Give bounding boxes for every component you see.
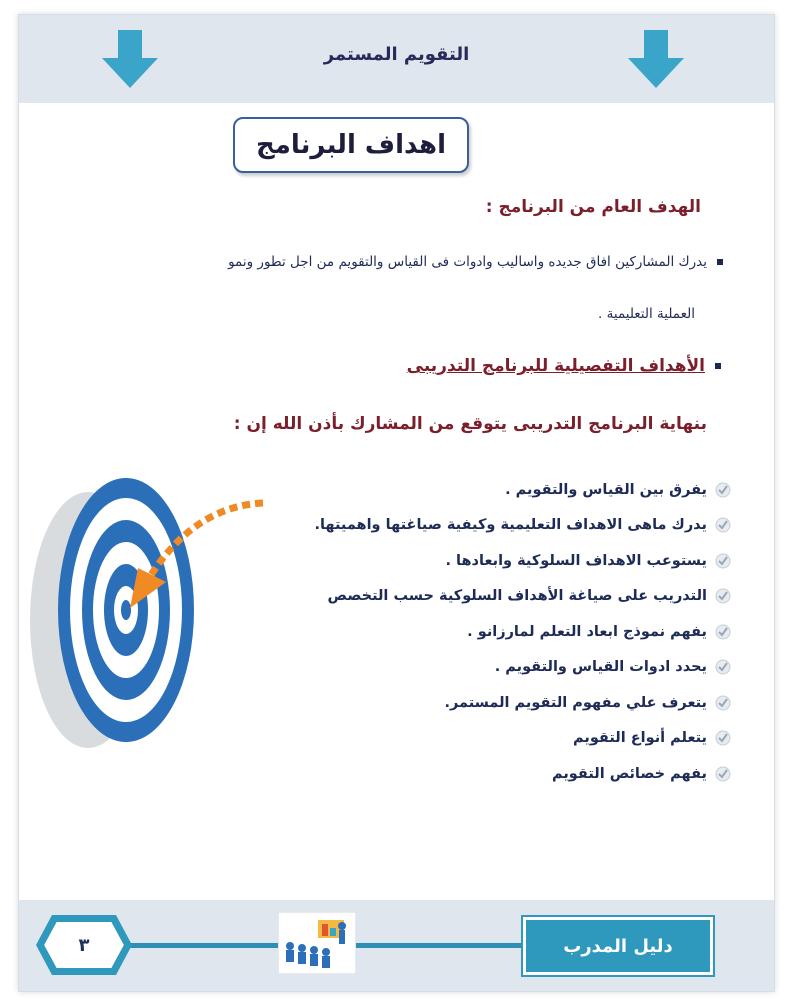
bullet-icon	[717, 259, 723, 265]
objective-text: يتعلم أنواع التقويم	[573, 730, 707, 747]
objective-text: يستوعب الاهداف السلوكية وابعادها .	[445, 552, 707, 569]
list-item	[291, 543, 731, 579]
page-title: اهداف البرنامج	[233, 117, 469, 173]
list-item	[291, 685, 731, 721]
check-icon	[715, 659, 731, 675]
general-goal-line1: يدرك المشاركين افاق جديده واساليب وادوات فى القياس والتقويم من اجل تطور ونمو	[228, 254, 707, 270]
check-icon	[715, 517, 731, 533]
detailed-goals-intro: بنهاية البرنامج التدريبى يتوقع من المشارك بأذن الله إن :	[233, 414, 707, 434]
list-item	[291, 614, 731, 650]
check-icon	[715, 588, 731, 604]
list-item	[291, 508, 731, 544]
check-icon	[715, 624, 731, 640]
objective-text: يفهم نموذج ابعاد التعلم لمارزانو .	[467, 623, 707, 640]
general-goal-heading: الهدف العام من البرنامج :	[485, 197, 701, 217]
check-icon	[715, 730, 731, 746]
objective-text: يدرك ماهى الاهداف التعليمية وكيفية صياغتها واهميتها.	[314, 517, 707, 534]
general-goal-text	[43, 254, 723, 270]
list-item	[291, 756, 731, 792]
list-item	[291, 579, 731, 615]
page-number: ٣	[78, 934, 90, 956]
list-item	[291, 721, 731, 757]
detailed-goals-heading	[407, 356, 721, 376]
detailed-goals-heading-text: الأهداف التفصيلية للبرنامج التدريبى	[406, 356, 705, 376]
check-icon	[715, 695, 731, 711]
check-icon	[715, 766, 731, 782]
header-title: التقويم المستمر	[323, 44, 470, 65]
general-goal-line2: العملية التعليمية .	[598, 306, 695, 322]
bullet-icon	[715, 363, 721, 369]
trainer-guide-label: دليل المدرب	[523, 917, 713, 975]
objective-text: يتعرف علي مفهوم التقويم المستمر.	[444, 694, 707, 711]
list-item	[291, 650, 731, 686]
objective-text: يحدد ادوات القياس والتقويم .	[494, 659, 707, 676]
objectives-list	[291, 472, 731, 792]
objective-text: يفرق بين القياس والتقويم .	[505, 481, 707, 498]
check-icon	[715, 482, 731, 498]
meeting-people-icon	[278, 912, 356, 974]
check-icon	[715, 553, 731, 569]
objective-text: يفهم خصائص التقويم	[551, 765, 707, 782]
list-item	[291, 472, 731, 508]
objective-text: التدريب على صياغة الأهداف السلوكية حسب التخصص	[327, 588, 707, 605]
target-icon	[18, 470, 278, 760]
